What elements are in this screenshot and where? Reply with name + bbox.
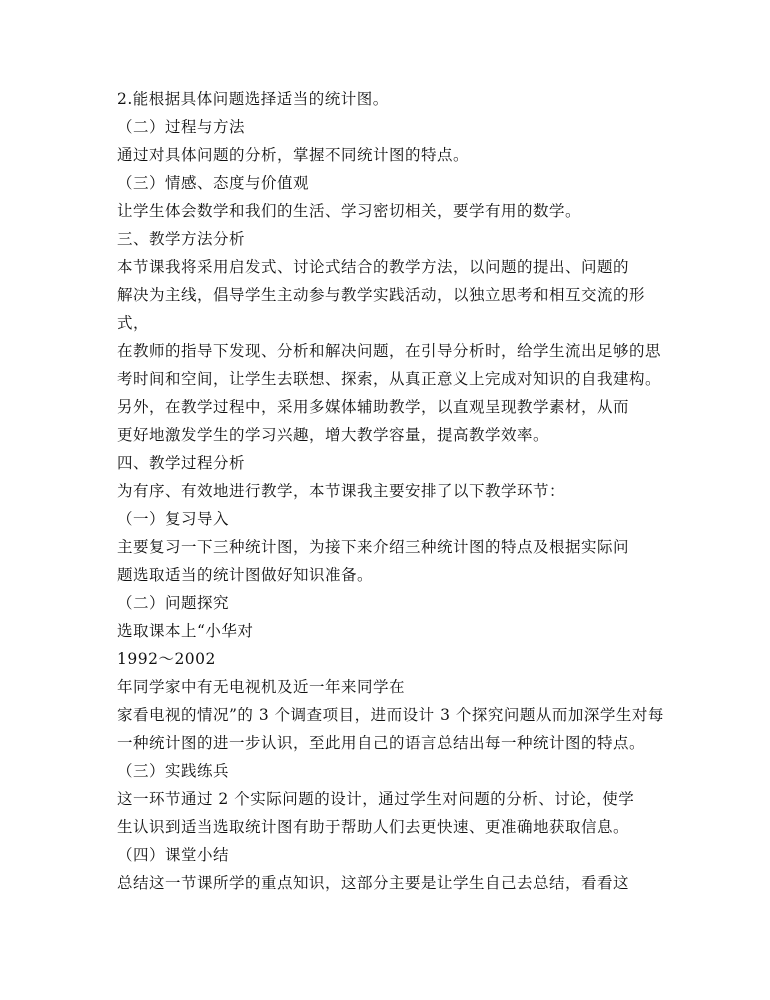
text-line: 在教师的指导下发现、分析和解决问题，在引导分析时，给学生流出足够的思 — [117, 342, 662, 360]
text-line: 另外，在教学过程中，采用多媒体辅助教学，以直观呈现教学素材，从而 — [117, 398, 630, 416]
section-heading: （四）课堂小结 — [117, 846, 230, 864]
section-heading: 四、教学过程分析 — [117, 454, 246, 472]
text-line: 这一环节通过 2 个实际问题的设计，通过学生对问题的分析、讨论，使学 — [117, 790, 635, 808]
section-heading: （二）过程与方法 — [117, 118, 246, 136]
section-heading: 三、教学方法分析 — [117, 230, 246, 248]
text-line: 2.能根据具体问题选择适当的统计图。 — [117, 90, 389, 108]
text-line: 为有序、有效地进行教学，本节课我主要安排了以下教学环节： — [117, 482, 566, 500]
text-line: 让学生体会数学和我们的生活、学习密切相关，要学有用的数学。 — [117, 202, 582, 220]
section-heading: （三）情感、态度与价值观 — [117, 174, 310, 192]
text-line: 式， — [117, 314, 150, 332]
text-line: 年同学家中有无电视机及近一年来同学在 — [117, 678, 406, 696]
text-line: 解决为主线，倡导学生主动参与教学实践活动，以独立思考和相互交流的形 — [117, 286, 646, 304]
text-line: 生认识到适当选取统计图有助于帮助人们去更快速、更准确地获取信息。 — [117, 818, 630, 836]
section-heading: （二）问题探究 — [117, 594, 230, 612]
section-heading: （三）实践练兵 — [117, 762, 230, 780]
text-line: 通过对具体问题的分析，掌握不同统计图的特点。 — [117, 146, 470, 164]
text-line: 考时间和空间，让学生去联想、探索，从真正意义上完成对知识的自我建构。 — [117, 370, 662, 388]
text-line: 本节课我将采用启发式、讨论式结合的教学方法，以问题的提出、问题的 — [117, 258, 630, 276]
text-line: 家看电视的情况”的 3 个调查项目，进而设计 3 个探究问题从而加深学生对每 — [117, 706, 664, 724]
text-line: 总结这一节课所学的重点知识，这部分主要是让学生自己去总结，看看这 — [117, 874, 630, 892]
text-line: 主要复习一下三种统计图，为接下来介绍三种统计图的特点及根据实际问 — [117, 538, 630, 556]
section-heading: （一）复习导入 — [117, 510, 230, 528]
text-line: 一种统计图的进一步认识，至此用自己的语言总结出每一种统计图的特点。 — [117, 734, 646, 752]
text-line: 1992～2002 — [117, 650, 216, 668]
text-line: 选取课本上“小华对 — [117, 622, 254, 640]
text-line: 更好地激发学生的学习兴趣，增大教学容量，提高教学效率。 — [117, 426, 550, 444]
text-line: 题选取适当的统计图做好知识准备。 — [117, 566, 374, 584]
